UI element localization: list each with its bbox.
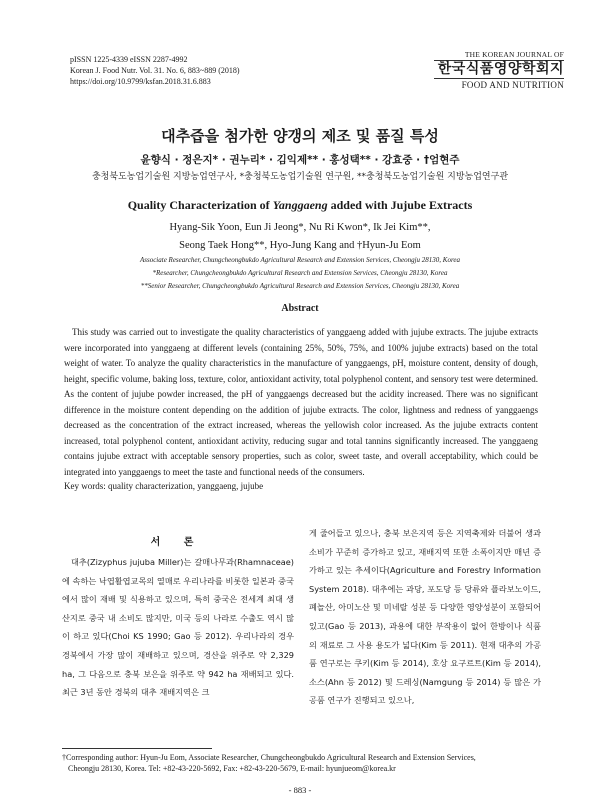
affiliation-line: **Senior Researcher, Chungcheongbukdo Agricultural Research and Extension Services, Cheongju 28130, Korea bbox=[140, 282, 460, 290]
english-title-italic: Yanggaeng bbox=[272, 198, 328, 212]
body-column-right bbox=[309, 524, 541, 710]
doi-link[interactable]: https://doi.org/10.9799/ksfan.2018.31.6.883 bbox=[70, 77, 211, 86]
publication-meta bbox=[70, 54, 240, 87]
english-authors-line: Hyang-Sik Yoon, Eun Ji Jeong*, Nu Ri Kwon*, Ik Jei Kim**, bbox=[169, 222, 431, 233]
korean-affiliation: 충청북도농업기술원 지방농업연구사, *충청북도농업기술원 연구원, **충청북도농업기술원 지방농업연구관 bbox=[91, 172, 509, 182]
issn-line: pISSN 1225-4339 eISSN 2287-4992 bbox=[70, 55, 188, 64]
keywords: Key words: quality characterization, yanggaeng, jujube bbox=[64, 481, 264, 491]
korean-authors: 윤향식 · 정은지* · 권누리* · 김익제** · 홍성택** · 강효중 · †엄현주 bbox=[140, 154, 460, 166]
journal-logo bbox=[434, 50, 564, 90]
abstract-body bbox=[64, 325, 538, 480]
corresponding-author-footnote bbox=[62, 752, 542, 774]
citation-line: Korean J. Food Nutr. Vol. 31. No. 6, 883~889 (2018) bbox=[70, 66, 240, 75]
right-column-text: 게 줄어들고 있으나, 충북 보은지역 등은 지역축제와 더불어 생과 소비가 꾸준히 증가하고 있고, 재배지역 또한 소폭이지만 매년 증가하고 있는 추세이다(Agriculture and Forestry Information System 2018). 대추에는 과당, 포도당 등 당류와 플라보노이드, 폐놀산, 아미노산 및 미네랄 성분 등 다양한 영양성분이 포함되어 있고(Gao 등 2013), 과용에 대한 부작용이 없어 한방이나 식품의 재료로 그 사용 용도가 넓다(Kim 등 2011). 현재 대추의 가공품 연구로는 쿠키(Kim 등 2014), 호상 요구르트(Kim 등 2014), 소스(Ahn 등 2012) 및 드레싱(Namgung 등 2014) 등 많은 가공품 연구가 진행되고 있으나, bbox=[309, 528, 541, 706]
footnote-divider bbox=[62, 748, 212, 749]
footnote-line: Cheongju 28130, Korea. Tel: +82-43-220-5692, Fax: +82-43-220-5679, E-mail: hyunjueom@korea.kr bbox=[68, 764, 396, 773]
abstract-text: This study was carried out to investigate the quality characteristics of yanggaeng added with jujube extracts. The jujube extracts were incorporated into yanggaeng at different levels (containing 25%, 50%, 75%, and 100% jujube extracts) based on the total weight of water. To analyze the quality characteristics in the manufacture of yanggaengs, pH, moisture content, density of dough, height, specific volume, baking loss, texture, color, antioxidant activity, total polyphenol content, and sensory test were determined. As the content of jujube powder increased, the pH of yanggaengs decreased but the acidity increased. There was no significant difference in the moisture content depending on the addition of jujube extracts. The color, lightness and redness of yanggaengs decreased as the concentration of the extract increased, whereas the yellowish color increased. As the jujube extracts content increased, total polyphenol content, antioxidant activity, reducing sugar and total tannins significantly increased. The yanggaeng contains jujube extract with acceptable sensory properties, such as color, sweet taste, and overall acceptability, which could be integrated into yanggaengs to meet the taste and functional needs of the consumers. bbox=[64, 327, 538, 477]
english-affiliations bbox=[0, 254, 600, 293]
affiliation-line: *Researcher, Chungcheongbukdo Agricultural Research and Extension Services, Cheongju 28130, Korea bbox=[152, 269, 448, 277]
korean-title: 대추즙을 첨가한 양갱의 제조 및 품질 특성 bbox=[161, 127, 439, 145]
abstract-heading: Abstract bbox=[281, 303, 319, 314]
english-title bbox=[0, 198, 600, 213]
journal-name-top: THE KOREAN JOURNAL OF bbox=[434, 50, 564, 61]
english-authors-line: Seong Taek Hong**, Hyo-Jung Kang and †Hyun-Ju Eom bbox=[179, 240, 421, 251]
journal-name-korean: 한국식품영양학회지 bbox=[437, 61, 564, 77]
body-column-left bbox=[62, 553, 294, 702]
footnote-line: †Corresponding author: Hyun-Ju Eom, Associate Researcher, Chungcheongbukdo Agricultural Research and Extension Services, bbox=[62, 753, 476, 762]
page-number: - 883 - bbox=[288, 785, 312, 795]
left-column-text: 대추(Zizyphus jujuba Miller)는 갈매나무과(Rhamnaceae)에 속하는 낙엽활엽교목의 열매로 우리나라를 비롯한 일본과 중국에서 많이 재배 및 식용하고 있으며, 특히 중국은 전세계 최대 생산지로 중국 내 소비도 많지만, 미국 등의 나라로 수출도 역시 많이 하고 있다(Choi KS 1990; Gao 등 2012). 우리나라의 경우 경북에서 가장 많이 재배하고 있으며, 경산을 위주로 약 2,329 ha, 그 다음으로 충북 보은을 위주로 약 942 ha 재배되고 있다. 최근 3년 동안 경북의 대추 재배지역은 크 bbox=[62, 557, 294, 698]
journal-name-bottom: FOOD AND NUTRITION bbox=[434, 78, 564, 90]
affiliation-line: Associate Researcher, Chungcheongbukdo Agricultural Research and Extension Services, Cheongju 28130, Korea bbox=[139, 256, 461, 264]
introduction-heading: 서 론 bbox=[150, 537, 204, 548]
english-authors bbox=[0, 219, 600, 255]
english-title-start: Quality Characterization of bbox=[127, 198, 273, 212]
english-title-end: added with Jujube Extracts bbox=[327, 198, 473, 212]
